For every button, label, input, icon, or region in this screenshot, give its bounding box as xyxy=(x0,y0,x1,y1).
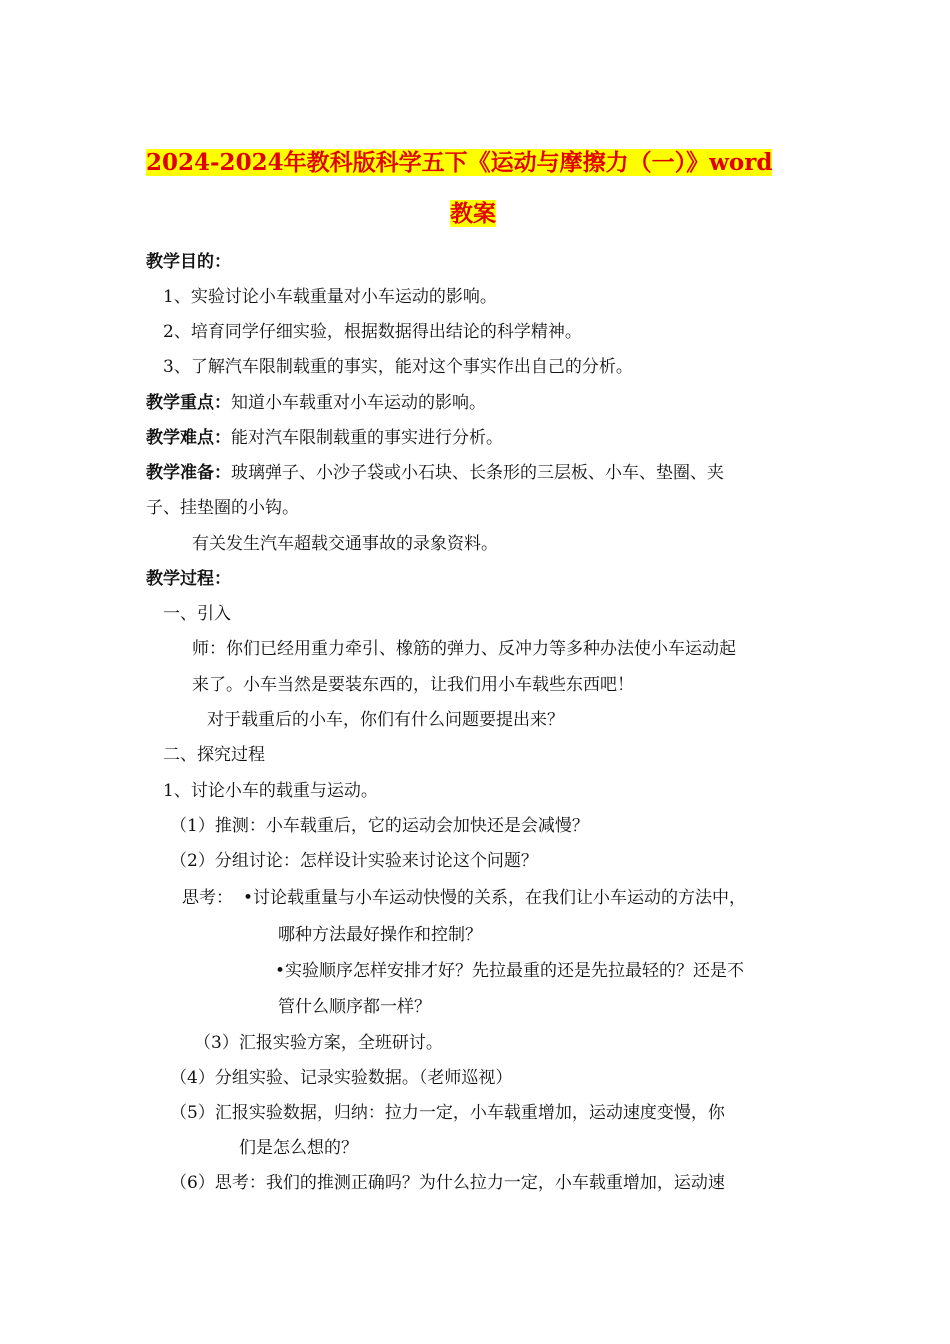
preparation-text-cont: 子、挂垫圈的小钩。 xyxy=(146,498,299,518)
document-title-line-1: 2024-2024年教科版科学五下《运动与摩擦力（一）》word xyxy=(146,149,773,176)
think-label: 思考： xyxy=(182,888,233,908)
section-intro: 一、引入 xyxy=(163,604,231,624)
key-point-text: 知道小车载重对小车运动的影响。 xyxy=(231,393,486,413)
section-explore: 二、探究过程 xyxy=(163,745,265,765)
preparation-video-text: 有关发生汽车超载交通事故的录象资料。 xyxy=(192,534,498,554)
substep-3: （3）汇报实验方案，全班研讨。 xyxy=(194,1033,443,1053)
substep-1: （1）推测：小车载重后，它的运动会加快还是会减慢？ xyxy=(170,816,589,836)
difficulty-label: 教学难点： xyxy=(146,428,231,448)
think-point-2-cont: 管什么顺序都一样？ xyxy=(278,997,431,1017)
substep-6: （6）思考：我们的推测正确吗？为什么拉力一定，小车载重增加，运动速 xyxy=(170,1173,725,1193)
objective-item: 2、培育同学仔细实验，根据数据得出结论的科学精神。 xyxy=(163,322,582,342)
preparation-line xyxy=(146,462,724,484)
think-point-1-cont: 哪种方法最好操作和控制？ xyxy=(278,925,482,945)
preparation-text: 玻璃弹子、小沙子袋或小石块、长条形的三层板、小车、垫圈、夹 xyxy=(231,463,724,483)
teacher-speech: 师：你们已经用重力牵引、橡筋的弹力、反冲力等多种办法使小车运动起 xyxy=(192,639,736,659)
think-point-2: •实验顺序怎样安排才好？先拉最重的还是先拉最轻的？还是不 xyxy=(275,961,745,981)
think-point-1: •讨论载重量与小车运动快慢的关系，在我们让小车运动的方法中， xyxy=(243,888,747,908)
preparation-label: 教学准备： xyxy=(146,463,231,483)
teacher-speech-cont: 来了。小车当然是要装东西的，让我们用小车载些东西吧！ xyxy=(192,675,634,695)
key-point-line xyxy=(146,392,486,414)
process-heading: 教学过程： xyxy=(146,569,231,589)
key-point-label: 教学重点： xyxy=(146,393,231,413)
teacher-question: 对于载重后的小车，你们有什么问题要提出来？ xyxy=(207,710,564,730)
difficulty-line xyxy=(146,427,503,449)
difficulty-text: 能对汽车限制载重的事实进行分析。 xyxy=(231,428,503,448)
substep-2: （2）分组讨论：怎样设计实验来讨论这个问题？ xyxy=(170,851,538,871)
substep-5-cont: 们是怎么想的？ xyxy=(239,1138,358,1158)
objective-item: 1、实验讨论小车载重量对小车运动的影响。 xyxy=(163,287,497,307)
document-title-line-2: 教案 xyxy=(450,200,496,227)
substep-4: （4）分组实验、记录实验数据。（老师巡视） xyxy=(170,1068,513,1088)
objective-item: 3、了解汽车限制载重的事实，能对这个事实作出自己的分析。 xyxy=(163,357,633,377)
step-1: 1、讨论小车的载重与运动。 xyxy=(163,781,378,801)
substep-5: （5）汇报实验数据，归纳：拉力一定，小车载重增加，运动速度变慢，你 xyxy=(170,1103,725,1123)
objectives-heading: 教学目的： xyxy=(146,252,231,272)
